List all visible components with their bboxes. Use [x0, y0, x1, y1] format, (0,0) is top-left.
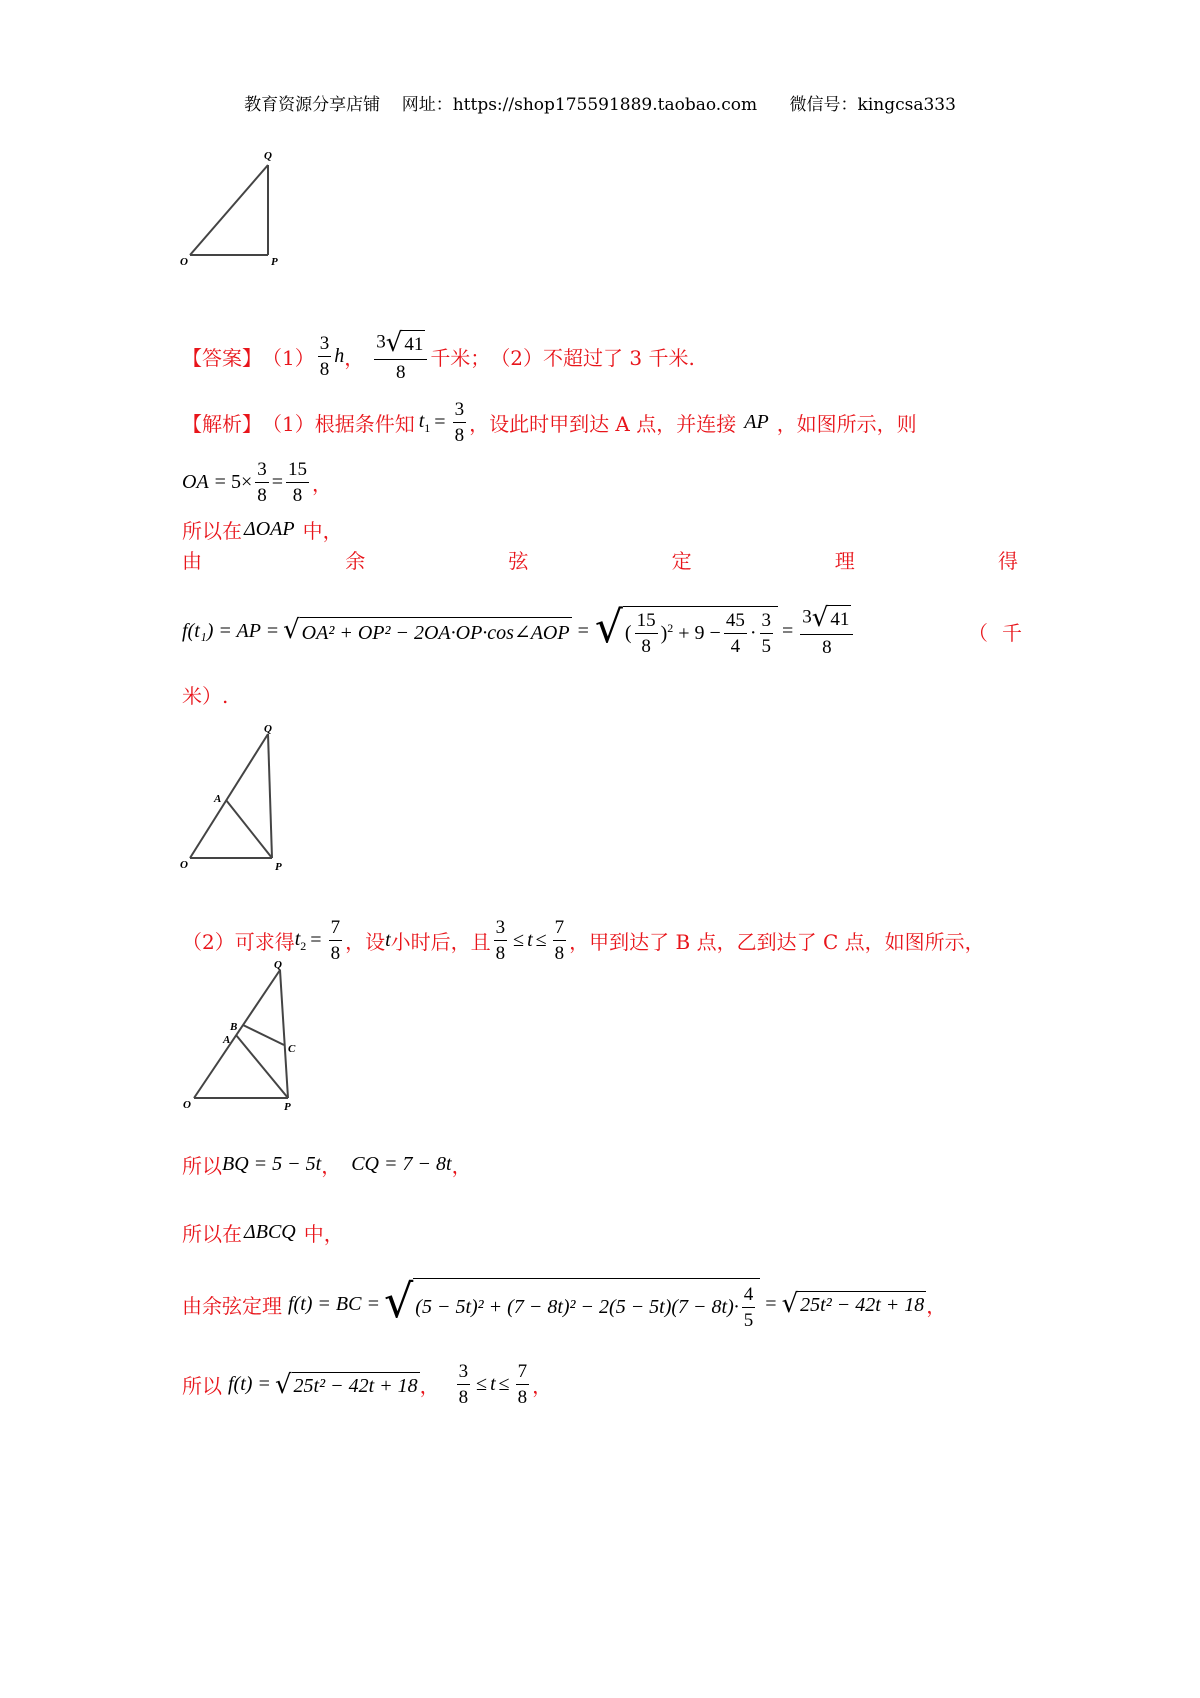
label-q: Q	[264, 150, 272, 162]
site-url: https://shop175591889.taobao.com	[452, 95, 758, 115]
wechat-id: kingcsa333	[857, 95, 956, 115]
label-p: P	[284, 1101, 291, 1113]
answer-unit: 千米；	[430, 345, 491, 370]
analysis-line-11: 所以 f(t) = √ 25t² − 42t + 18 ， $\frac{3}{8}$ ≤ t ≤ $\frac{7}{8}$ ，	[182, 1361, 553, 1408]
answer-fraction-1: $\frac{3}{8}$	[319, 332, 330, 380]
label-o: O	[180, 859, 188, 871]
analysis-line-9: 所以在 ΔBCQ 中，	[182, 1221, 344, 1246]
answer-label: 【答案】	[182, 345, 262, 370]
analysis-line-2: OA = 5× $\frac{3}{8}$ = $\frac{15}{8}$ ，	[182, 459, 333, 506]
analysis-line-4: 由 余 弦 定 理 得	[182, 549, 1018, 573]
label-o: O	[180, 256, 188, 268]
analysis-label: 【解析】	[182, 412, 262, 436]
label-a: A	[223, 1034, 231, 1046]
answer-part1: （1）	[262, 345, 315, 370]
answer-fraction-2: 3 √ 41 8	[374, 330, 427, 382]
label-p: P	[275, 861, 282, 873]
page-header	[0, 90, 1200, 115]
answer-line: 【答案】 （1） $\frac{3}{8}$ h ， 3 √ 41 8 千米； （2）不超过了 3 千米.	[182, 328, 695, 383]
analysis-line-1: 【解析】 （1）根据条件知 $t_1$ = $\frac{3}{8}$ ，设此时甲到达 A 点，并连接 AP ，如图所示，则	[182, 399, 917, 446]
site-label: 网址：	[401, 95, 453, 115]
analysis-line-5-formula: f(t₁) = AP = √ OA² + OP² − 2OA·OP·cos∠AOP = √ ( $\frac{15}{8}$ )$^2$ + 9 − $\frac{45}{4}$ · $\frac{3}{5}$ = 3 √ 41 8 （ 千	[182, 602, 1022, 658]
analysis-line-8: 所以 BQ = 5 − 5t ， CQ = 7 − 8t ，	[182, 1153, 472, 1178]
wechat-label: 微信号：	[789, 95, 858, 115]
figure-triangle-opq-abc	[180, 955, 330, 1125]
analysis-line-3: 所以在 ΔOAP 中，	[182, 518, 343, 543]
label-p: P	[271, 256, 278, 268]
figure-triangle-opq-a	[180, 722, 310, 882]
label-c: C	[288, 1043, 296, 1055]
label-b: B	[230, 1021, 238, 1033]
label-q: Q	[264, 723, 272, 735]
label-a: A	[214, 793, 222, 805]
analysis-line-10: 由余弦定理 f(t) = BC = √ (5 − 5t)² + (7 − 8t)² − 2(5 − 5t)(7 − 8t)· $\frac{4}{5}$ = √ 25t² − 42t + 18 ，	[182, 1274, 947, 1331]
analysis-line-6: 米）.	[182, 684, 229, 708]
t1-fraction: $\frac{3}{8}$	[454, 399, 465, 446]
analysis-line-7: （2）可求得 $t_2$ = $\frac{7}{8}$ ，设 t 小时后，且 $\frac{3}{8}$ ≤ t ≤ $\frac{7}{8}$ ，甲到达了 B 点，乙到达了 C 点，如图所示，	[182, 917, 985, 964]
shop-name: 教育资源分享店铺	[244, 95, 381, 115]
label-o: O	[183, 1099, 191, 1111]
answer-part2: （2）不超过了 3 千米.	[490, 345, 695, 370]
answer-h: h	[334, 344, 345, 367]
label-q: Q	[274, 959, 282, 971]
figure-triangle-opq	[180, 145, 300, 275]
